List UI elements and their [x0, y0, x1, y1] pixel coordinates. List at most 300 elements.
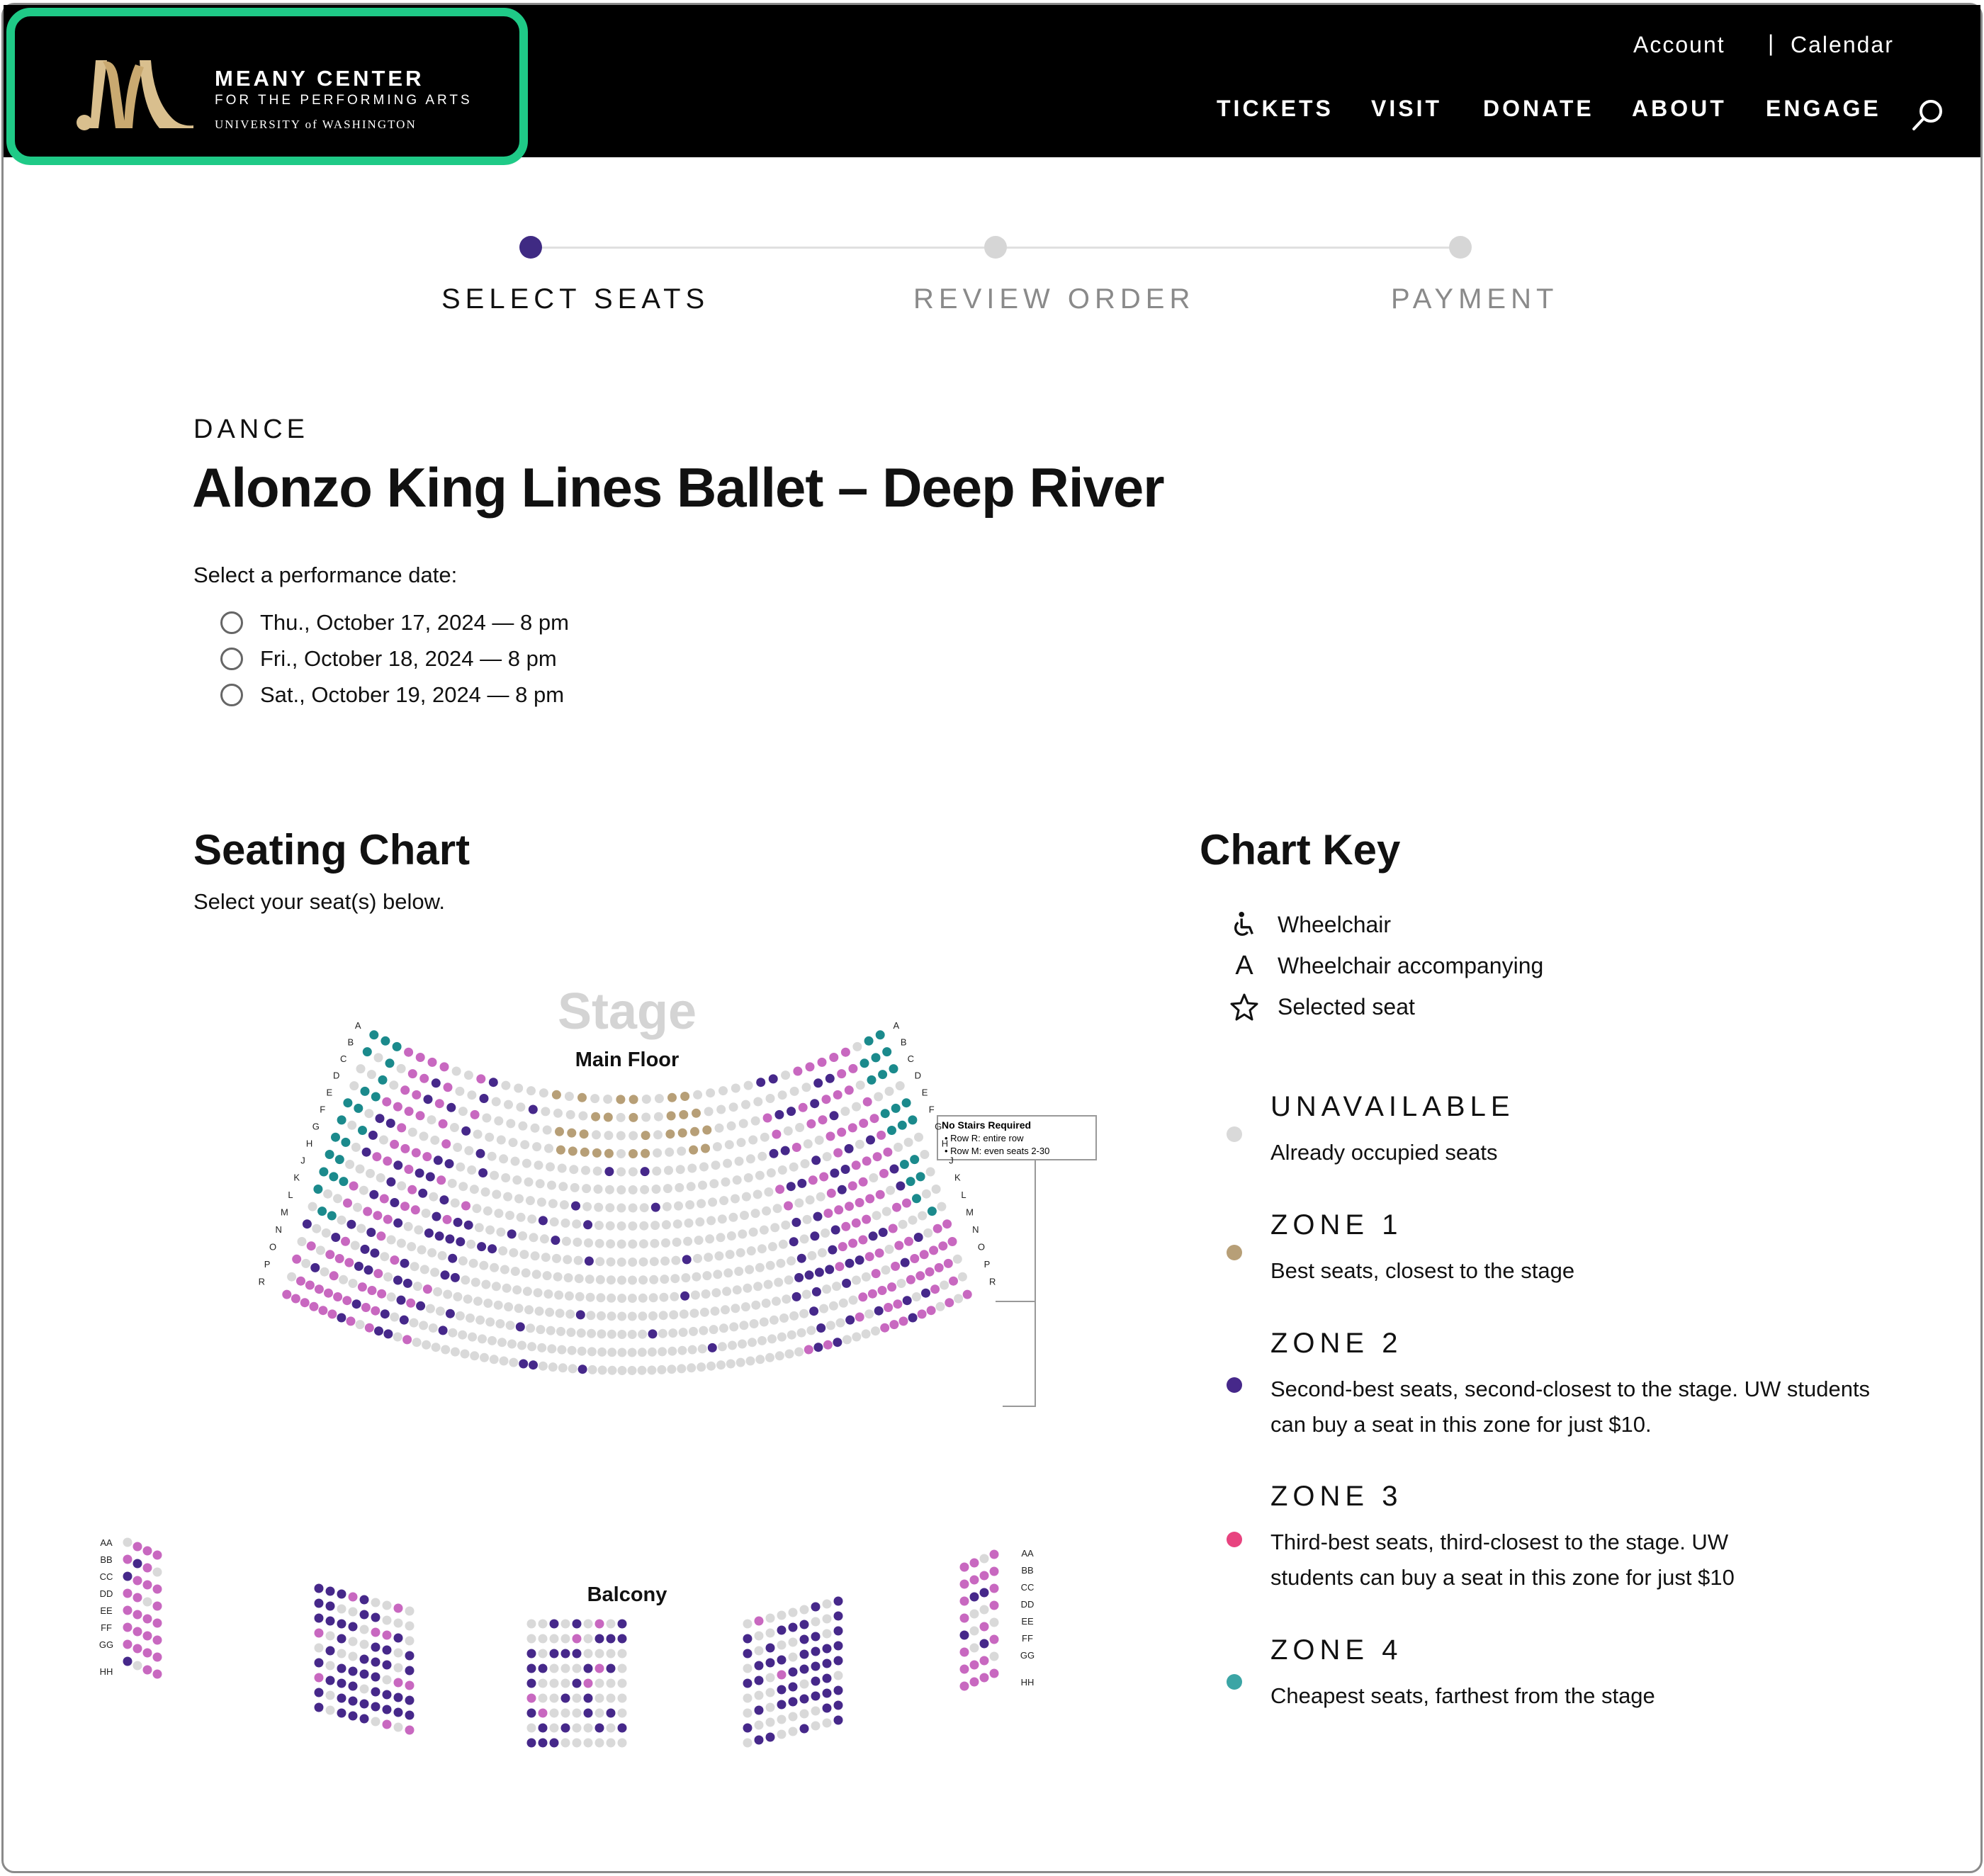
- seat[interactable]: [573, 1664, 582, 1673]
- seat[interactable]: [353, 1203, 362, 1212]
- seat[interactable]: [573, 1739, 582, 1748]
- seat[interactable]: [467, 1165, 476, 1175]
- seat[interactable]: [990, 1618, 999, 1627]
- seat[interactable]: [393, 1333, 402, 1342]
- seat[interactable]: [361, 1245, 370, 1254]
- seat[interactable]: [617, 1276, 626, 1285]
- seat[interactable]: [582, 1184, 591, 1193]
- seat[interactable]: [738, 1229, 747, 1238]
- seat[interactable]: [537, 1343, 546, 1352]
- seat[interactable]: [573, 1634, 582, 1644]
- seat[interactable]: [133, 1576, 142, 1586]
- seat[interactable]: [711, 1288, 721, 1297]
- seat[interactable]: [587, 1329, 596, 1338]
- seat[interactable]: [383, 1676, 392, 1685]
- seat[interactable]: [315, 1703, 324, 1712]
- seat[interactable]: [790, 1087, 799, 1096]
- seat[interactable]: [912, 1194, 921, 1203]
- seat[interactable]: [800, 1635, 809, 1644]
- seat[interactable]: [779, 1240, 788, 1249]
- seat[interactable]: [378, 1075, 388, 1085]
- seat[interactable]: [616, 1095, 625, 1104]
- seat[interactable]: [878, 1070, 887, 1079]
- seat[interactable]: [766, 1629, 775, 1638]
- seat[interactable]: [577, 1347, 587, 1356]
- seat[interactable]: [887, 1282, 896, 1292]
- seat[interactable]: [826, 1131, 835, 1141]
- seat[interactable]: [800, 1724, 809, 1734]
- seat[interactable]: [490, 1171, 499, 1180]
- seat[interactable]: [815, 1136, 824, 1145]
- site-logo[interactable]: [6, 8, 528, 165]
- seat[interactable]: [539, 1664, 548, 1673]
- seat[interactable]: [755, 1263, 765, 1272]
- seat[interactable]: [346, 1316, 356, 1326]
- seat[interactable]: [865, 1194, 874, 1204]
- seat[interactable]: [789, 1311, 799, 1321]
- seat[interactable]: [834, 1716, 843, 1725]
- seat[interactable]: [464, 1070, 473, 1080]
- seat[interactable]: [441, 1270, 450, 1279]
- seat[interactable]: [629, 1204, 638, 1213]
- seat[interactable]: [539, 1694, 548, 1703]
- seat[interactable]: [434, 1155, 443, 1165]
- seat[interactable]: [980, 1571, 989, 1581]
- seat[interactable]: [470, 1351, 479, 1360]
- seat[interactable]: [563, 1255, 572, 1264]
- seat[interactable]: [890, 1165, 899, 1174]
- seat[interactable]: [373, 1211, 382, 1220]
- seat[interactable]: [546, 1326, 556, 1335]
- seat[interactable]: [561, 1634, 570, 1644]
- seat[interactable]: [837, 1069, 846, 1078]
- seat[interactable]: [897, 1279, 906, 1288]
- seat[interactable]: [936, 1302, 945, 1311]
- seat[interactable]: [512, 1175, 522, 1185]
- seat[interactable]: [906, 1275, 915, 1284]
- seat[interactable]: [922, 1190, 931, 1199]
- seat[interactable]: [653, 1130, 663, 1139]
- seat[interactable]: [143, 1598, 152, 1607]
- seat[interactable]: [980, 1639, 989, 1649]
- seat[interactable]: [711, 1306, 720, 1316]
- seat[interactable]: [682, 1255, 692, 1264]
- seat[interactable]: [527, 1724, 536, 1733]
- seat[interactable]: [823, 1600, 832, 1609]
- seat[interactable]: [930, 1284, 940, 1294]
- seat[interactable]: [539, 1709, 548, 1718]
- seat[interactable]: [795, 1123, 804, 1132]
- seat[interactable]: [676, 1165, 685, 1174]
- seat[interactable]: [641, 1149, 650, 1158]
- seat[interactable]: [806, 1195, 815, 1204]
- seat[interactable]: [778, 1165, 787, 1175]
- seat[interactable]: [564, 1273, 573, 1282]
- seat[interactable]: [760, 1318, 769, 1327]
- seat[interactable]: [315, 1659, 324, 1668]
- seat[interactable]: [628, 1294, 637, 1303]
- seat[interactable]: [652, 1185, 661, 1194]
- seat[interactable]: [380, 1252, 389, 1261]
- seat[interactable]: [514, 1304, 524, 1313]
- seat[interactable]: [595, 1664, 604, 1673]
- seat[interactable]: [368, 1131, 378, 1140]
- seat[interactable]: [550, 1634, 559, 1644]
- seat[interactable]: [478, 1334, 487, 1343]
- seat[interactable]: [595, 1694, 604, 1703]
- seat[interactable]: [638, 1311, 647, 1321]
- seat[interactable]: [641, 1113, 650, 1122]
- seat[interactable]: [450, 1123, 459, 1132]
- seat[interactable]: [629, 1113, 638, 1122]
- seat[interactable]: [561, 1620, 570, 1629]
- seat[interactable]: [527, 1214, 536, 1224]
- seat[interactable]: [346, 1220, 356, 1229]
- seat[interactable]: [800, 1234, 809, 1243]
- seat[interactable]: [359, 1186, 368, 1195]
- seat[interactable]: [970, 1661, 979, 1670]
- seat[interactable]: [326, 1617, 335, 1626]
- seat[interactable]: [970, 1678, 979, 1687]
- seat[interactable]: [577, 1093, 587, 1102]
- seat[interactable]: [524, 1177, 534, 1187]
- seat[interactable]: [356, 1064, 366, 1073]
- seat[interactable]: [550, 1679, 559, 1688]
- seat[interactable]: [692, 1109, 701, 1118]
- seat[interactable]: [523, 1287, 532, 1296]
- seat[interactable]: [366, 1169, 375, 1178]
- seat[interactable]: [320, 1267, 329, 1277]
- seat[interactable]: [565, 1092, 574, 1101]
- seat[interactable]: [349, 1667, 358, 1676]
- seat[interactable]: [424, 1095, 433, 1104]
- seat[interactable]: [315, 1584, 324, 1593]
- seat[interactable]: [584, 1694, 593, 1703]
- seat[interactable]: [335, 1254, 344, 1263]
- seat[interactable]: [743, 1634, 753, 1644]
- seat[interactable]: [816, 1323, 825, 1333]
- seat[interactable]: [889, 1224, 898, 1233]
- seat[interactable]: [292, 1255, 301, 1264]
- seat[interactable]: [670, 1292, 679, 1301]
- seat[interactable]: [430, 1267, 439, 1277]
- seat[interactable]: [566, 1328, 575, 1337]
- seat[interactable]: [835, 1262, 844, 1271]
- seat[interactable]: [361, 1303, 371, 1312]
- seat[interactable]: [416, 1301, 425, 1311]
- seat[interactable]: [671, 1256, 680, 1265]
- seat[interactable]: [652, 1167, 661, 1176]
- seat[interactable]: [451, 1347, 460, 1357]
- seat[interactable]: [419, 1131, 429, 1141]
- seat[interactable]: [535, 1306, 544, 1316]
- seat[interactable]: [755, 1691, 764, 1700]
- seat[interactable]: [803, 1215, 812, 1224]
- seat[interactable]: [485, 1133, 494, 1142]
- seat[interactable]: [737, 1138, 746, 1147]
- seat[interactable]: [329, 1271, 339, 1280]
- seat[interactable]: [543, 1271, 552, 1280]
- seat[interactable]: [811, 1662, 821, 1671]
- seat[interactable]: [527, 1694, 536, 1703]
- seat[interactable]: [669, 1310, 678, 1319]
- seat[interactable]: [489, 1078, 498, 1087]
- seat[interactable]: [743, 1694, 753, 1703]
- seat[interactable]: [526, 1323, 535, 1333]
- seat[interactable]: [371, 1598, 381, 1607]
- seat[interactable]: [834, 1671, 843, 1680]
- seat[interactable]: [467, 1090, 476, 1100]
- seat[interactable]: [315, 1644, 324, 1653]
- seat[interactable]: [766, 1703, 775, 1712]
- seat[interactable]: [802, 1290, 811, 1299]
- seat[interactable]: [557, 1345, 566, 1355]
- seat[interactable]: [638, 1347, 647, 1357]
- seat[interactable]: [716, 1105, 726, 1114]
- seat[interactable]: [312, 1224, 321, 1233]
- seat[interactable]: [701, 1144, 710, 1153]
- seat[interactable]: [856, 1080, 865, 1090]
- seat[interactable]: [927, 1306, 936, 1315]
- seat[interactable]: [511, 1157, 520, 1166]
- seat[interactable]: [394, 1663, 403, 1673]
- seat[interactable]: [800, 1710, 809, 1719]
- seat[interactable]: [464, 1221, 473, 1230]
- seat[interactable]: [663, 1202, 672, 1211]
- seat[interactable]: [617, 1221, 626, 1231]
- seat[interactable]: [547, 1344, 556, 1353]
- seat[interactable]: [698, 1181, 707, 1190]
- seat[interactable]: [345, 1160, 354, 1169]
- seat[interactable]: [836, 1318, 845, 1328]
- seat[interactable]: [970, 1593, 979, 1602]
- seat[interactable]: [584, 1238, 593, 1248]
- seat[interactable]: [777, 1333, 787, 1342]
- seat[interactable]: [650, 1239, 659, 1248]
- seat[interactable]: [864, 1036, 874, 1046]
- seat[interactable]: [405, 1637, 415, 1646]
- seat[interactable]: [429, 1323, 438, 1333]
- seat[interactable]: [405, 1696, 415, 1705]
- seat[interactable]: [718, 1086, 728, 1095]
- seat[interactable]: [380, 1194, 389, 1204]
- seat[interactable]: [300, 1298, 310, 1307]
- seat[interactable]: [303, 1219, 312, 1228]
- seat[interactable]: [832, 1282, 841, 1291]
- seat[interactable]: [356, 1165, 365, 1174]
- seat[interactable]: [657, 1365, 666, 1374]
- seat[interactable]: [653, 1148, 662, 1158]
- seat[interactable]: [527, 1649, 536, 1659]
- seat[interactable]: [394, 1634, 403, 1643]
- seat[interactable]: [942, 1219, 952, 1228]
- seat[interactable]: [548, 1362, 558, 1372]
- seat[interactable]: [616, 1149, 626, 1158]
- seat[interactable]: [412, 1148, 421, 1158]
- seat[interactable]: [595, 1724, 604, 1733]
- seat[interactable]: [412, 1338, 422, 1347]
- seat[interactable]: [800, 1665, 809, 1674]
- seat[interactable]: [153, 1670, 162, 1679]
- seat[interactable]: [487, 1244, 497, 1253]
- seat[interactable]: [414, 1226, 423, 1235]
- seat[interactable]: [618, 1724, 627, 1733]
- seat[interactable]: [365, 1323, 374, 1333]
- seat[interactable]: [618, 1634, 627, 1644]
- seat[interactable]: [893, 1299, 902, 1309]
- seat[interactable]: [591, 1112, 600, 1121]
- seat[interactable]: [458, 1107, 468, 1116]
- seat[interactable]: [511, 1267, 520, 1276]
- seat[interactable]: [492, 1190, 501, 1199]
- seat[interactable]: [841, 1222, 850, 1231]
- seat[interactable]: [573, 1679, 582, 1688]
- seat[interactable]: [487, 1152, 497, 1161]
- seat[interactable]: [364, 1109, 373, 1118]
- seat[interactable]: [886, 1186, 895, 1195]
- seat[interactable]: [677, 1346, 687, 1355]
- seat[interactable]: [527, 1664, 536, 1673]
- seat[interactable]: [397, 1123, 406, 1132]
- seat[interactable]: [507, 1340, 517, 1349]
- seat[interactable]: [716, 1360, 726, 1369]
- seat[interactable]: [764, 1187, 773, 1197]
- seat[interactable]: [789, 1697, 798, 1707]
- seat[interactable]: [555, 1127, 564, 1136]
- seat[interactable]: [298, 1237, 307, 1246]
- seat[interactable]: [143, 1581, 152, 1590]
- seat[interactable]: [509, 1358, 518, 1367]
- seat[interactable]: [326, 1706, 335, 1715]
- seat[interactable]: [371, 1702, 381, 1712]
- seat[interactable]: [748, 1338, 757, 1347]
- seat[interactable]: [552, 1090, 561, 1100]
- seat[interactable]: [326, 1646, 335, 1656]
- seat[interactable]: [604, 1131, 613, 1140]
- seat[interactable]: [408, 1128, 417, 1137]
- seat[interactable]: [628, 1221, 637, 1231]
- seat[interactable]: [296, 1277, 305, 1286]
- seat[interactable]: [497, 1136, 506, 1145]
- seat[interactable]: [413, 1282, 422, 1291]
- seat[interactable]: [606, 1221, 615, 1231]
- seat[interactable]: [766, 1614, 775, 1623]
- seat[interactable]: [729, 1322, 738, 1331]
- seat[interactable]: [536, 1179, 545, 1188]
- seat[interactable]: [661, 1238, 670, 1248]
- seat[interactable]: [829, 1301, 838, 1311]
- seat[interactable]: [935, 1263, 944, 1272]
- seat[interactable]: [444, 1083, 453, 1092]
- seat[interactable]: [400, 1144, 410, 1153]
- seat[interactable]: [371, 1717, 381, 1727]
- seat[interactable]: [738, 1340, 747, 1349]
- seat[interactable]: [744, 1081, 753, 1090]
- seat[interactable]: [386, 1177, 395, 1187]
- seat[interactable]: [990, 1652, 999, 1661]
- seat[interactable]: [792, 1292, 801, 1301]
- seat[interactable]: [561, 1664, 570, 1673]
- seat[interactable]: [876, 1030, 885, 1039]
- seat[interactable]: [331, 1133, 340, 1142]
- seat[interactable]: [539, 1216, 548, 1225]
- seat[interactable]: [466, 1240, 475, 1249]
- seat[interactable]: [616, 1168, 626, 1177]
- seat[interactable]: [393, 1219, 402, 1228]
- seat[interactable]: [539, 1620, 548, 1629]
- nav-about[interactable]: ABOUT: [1632, 96, 1727, 121]
- seat[interactable]: [640, 1203, 649, 1212]
- seat[interactable]: [543, 1126, 552, 1135]
- seat[interactable]: [561, 1679, 570, 1688]
- seat[interactable]: [649, 1275, 658, 1284]
- seat[interactable]: [476, 1149, 485, 1158]
- seat[interactable]: [784, 1275, 794, 1284]
- seat[interactable]: [516, 1322, 525, 1331]
- seat[interactable]: [842, 1335, 852, 1344]
- seat[interactable]: [443, 1215, 452, 1224]
- seat[interactable]: [480, 1094, 489, 1103]
- seat[interactable]: [390, 1255, 399, 1265]
- seat[interactable]: [757, 1336, 767, 1345]
- seat[interactable]: [363, 1207, 372, 1216]
- seat[interactable]: [326, 1661, 335, 1671]
- seat[interactable]: [397, 1296, 406, 1305]
- seat[interactable]: [307, 1241, 316, 1250]
- seat[interactable]: [423, 1284, 432, 1294]
- seat[interactable]: [461, 1350, 470, 1359]
- seat[interactable]: [734, 1267, 743, 1276]
- seat[interactable]: [822, 1284, 831, 1294]
- seat[interactable]: [527, 1709, 536, 1718]
- seat[interactable]: [363, 1047, 372, 1056]
- seat[interactable]: [751, 1301, 760, 1310]
- seating-chart-map[interactable]: [98, 968, 1109, 1804]
- seat[interactable]: [584, 1634, 593, 1644]
- seat[interactable]: [894, 1143, 903, 1152]
- seat[interactable]: [400, 1202, 410, 1211]
- seat[interactable]: [561, 1709, 570, 1718]
- seat[interactable]: [884, 1303, 893, 1312]
- seat[interactable]: [441, 1139, 451, 1148]
- seat[interactable]: [404, 1165, 413, 1174]
- seat[interactable]: [914, 1233, 923, 1242]
- seat[interactable]: [575, 1292, 585, 1301]
- seat[interactable]: [744, 1173, 753, 1182]
- seat[interactable]: [550, 1664, 559, 1673]
- seat[interactable]: [834, 1627, 843, 1636]
- step-select-seats[interactable]: SELECT SEATS: [441, 283, 710, 315]
- seat[interactable]: [679, 1328, 688, 1337]
- seat[interactable]: [439, 1326, 448, 1335]
- seat[interactable]: [339, 1177, 348, 1186]
- seat[interactable]: [800, 1620, 809, 1629]
- seat[interactable]: [383, 1631, 392, 1640]
- seat[interactable]: [393, 1160, 402, 1170]
- seat[interactable]: [891, 1262, 900, 1271]
- seat[interactable]: [540, 1234, 549, 1243]
- seat[interactable]: [898, 1220, 908, 1229]
- seat[interactable]: [755, 1706, 764, 1715]
- seat[interactable]: [381, 1036, 390, 1046]
- seat[interactable]: [573, 1620, 582, 1629]
- seat[interactable]: [478, 1168, 487, 1177]
- seat[interactable]: [415, 1168, 424, 1177]
- seat[interactable]: [595, 1709, 604, 1718]
- seat[interactable]: [687, 1164, 697, 1173]
- seat[interactable]: [743, 1664, 753, 1673]
- seat[interactable]: [596, 1293, 605, 1302]
